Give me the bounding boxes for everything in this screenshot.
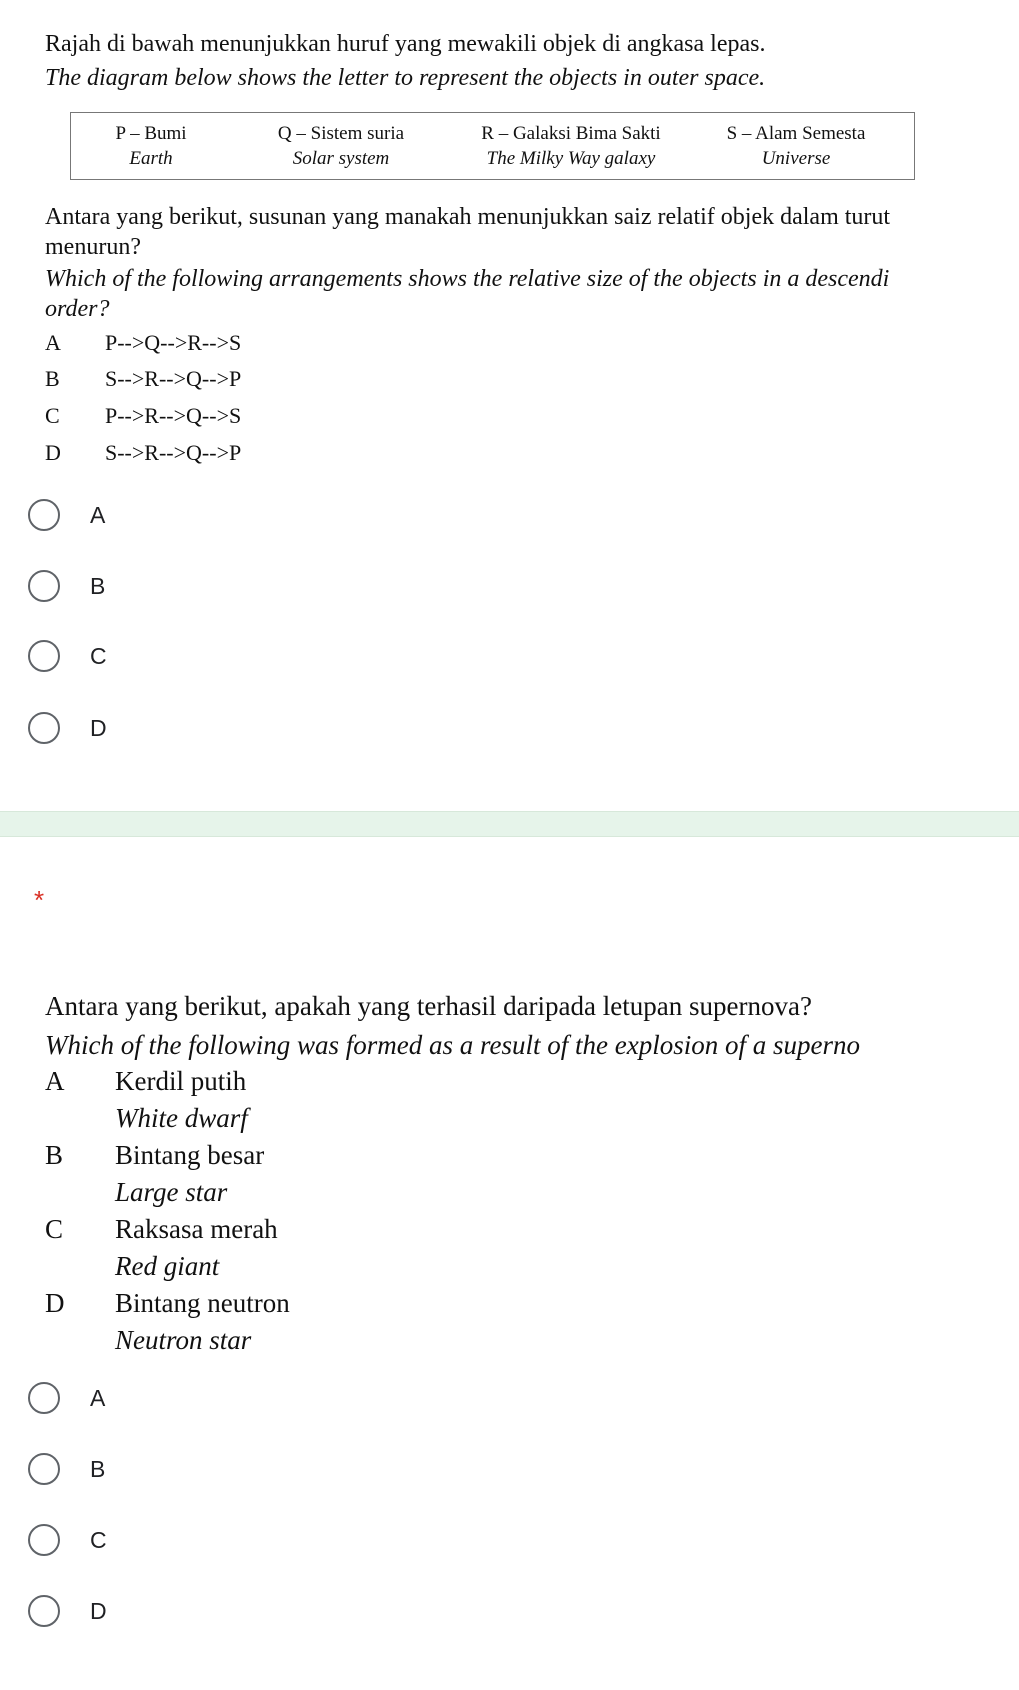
q1-option-a-text: P-->Q-->R-->S (105, 330, 242, 355)
q2-option-b-ms: Bintang besar (115, 1140, 265, 1170)
legend-item-p-ms: P – Bumi (115, 123, 187, 144)
q1-radio-d[interactable] (28, 708, 107, 748)
legend-item-q (241, 121, 441, 171)
legend-item-r-en: The Milky Way galaxy (486, 148, 656, 169)
q2-option-d-ms: Bintang neutron (115, 1288, 290, 1318)
q2-option-d (45, 1285, 290, 1359)
q2-option-d-en: Neutron star (115, 1325, 252, 1355)
q1-radio-a-label[interactable]: A (90, 501, 106, 528)
required-asterisk: * (34, 885, 45, 915)
radio-unchecked-icon[interactable] (28, 1595, 60, 1627)
legend-item-p-en: Earth (129, 148, 173, 169)
radio-unchecked-icon[interactable] (28, 1524, 60, 1556)
q1-option-d (45, 440, 241, 466)
q1-option-d-letter: D (45, 440, 61, 465)
q1-radio-c-label[interactable]: C (90, 642, 107, 669)
q1-option-c-text: P-->R-->Q-->S (105, 403, 242, 428)
radio-unchecked-icon[interactable] (28, 570, 60, 602)
q1-question-en-line2: order? (45, 296, 110, 322)
q1-option-c-letter: C (45, 403, 60, 428)
q2-radio-d-label[interactable]: D (90, 1597, 107, 1624)
q2-option-b (45, 1137, 264, 1211)
radio-unchecked-icon[interactable] (28, 1382, 60, 1414)
q2-option-b-en: Large star (115, 1177, 228, 1207)
q2-option-a-en: White dwarf (115, 1103, 248, 1133)
q1-intro-en: The diagram below shows the letter to represent the objects in outer space. (45, 65, 766, 91)
q2-option-a-letter: A (45, 1066, 65, 1096)
q1-option-c (45, 403, 241, 429)
q1-intro-ms: Rajah di bawah menunjukkan huruf yang mewakili objek di angkasa lepas. (45, 31, 766, 57)
q2-radio-b-label[interactable]: B (90, 1455, 106, 1482)
q1-radio-b-label[interactable]: B (90, 572, 106, 599)
q1-question-ms-line2: menurun? (45, 234, 141, 260)
legend-item-q-ms: Q – Sistem suria (277, 123, 405, 144)
legend-item-q-en: Solar system (292, 148, 390, 169)
q2-radio-c[interactable] (28, 1520, 107, 1560)
q2-option-c-letter: C (45, 1214, 64, 1244)
q1-option-b (45, 366, 241, 392)
q1-question-en-line1: Which of the following arrangements shows the relative size of the objects in a descendi (45, 266, 890, 292)
q2-radio-a-label[interactable]: A (90, 1384, 106, 1411)
q2-radio-c-label[interactable]: C (90, 1526, 107, 1553)
legend-item-s (696, 121, 896, 171)
q2-radio-b[interactable] (28, 1449, 105, 1489)
radio-unchecked-icon[interactable] (28, 499, 60, 531)
radio-unchecked-icon[interactable] (28, 640, 60, 672)
q1-radio-a[interactable] (28, 495, 105, 535)
q2-option-a-ms: Kerdil putih (115, 1066, 247, 1096)
radio-unchecked-icon[interactable] (28, 1453, 60, 1485)
q2-question-ms: Antara yang berikut, apakah yang terhasil daripada letupan supernova? (45, 991, 812, 1021)
q1-option-b-text: S-->R-->Q-->P (105, 366, 242, 391)
q2-option-d-letter: D (45, 1288, 65, 1318)
q1-question-ms-line1: Antara yang berikut, susunan yang manakah menunjukkan saiz relatif objek dalam turut (45, 204, 891, 230)
q1-option-b-letter: B (45, 366, 60, 391)
legend-item-s-en: Universe (761, 148, 831, 169)
q2-option-c (45, 1211, 278, 1285)
legend-item-p (81, 121, 221, 171)
legend-item-r (451, 121, 691, 171)
q2-option-b-letter: B (45, 1140, 64, 1170)
legend-item-r-ms: R – Galaksi Bima Sakti (481, 123, 661, 144)
q2-radio-d[interactable] (28, 1591, 107, 1631)
q2-radio-a[interactable] (28, 1378, 105, 1418)
q1-option-d-text: S-->R-->Q-->P (105, 440, 242, 465)
q2-option-c-ms: Raksasa merah (115, 1214, 278, 1244)
q1-option-a (45, 330, 241, 356)
q2-option-c-en: Red giant (115, 1251, 220, 1281)
q1-radio-c[interactable] (28, 636, 107, 676)
q2-question-en: Which of the following was formed as a result of the explosion of a superno (45, 1030, 860, 1060)
q1-legend-box (70, 112, 915, 180)
q1-radio-d-label[interactable]: D (90, 714, 107, 741)
q1-option-a-letter: A (45, 330, 61, 355)
q2-option-a (45, 1063, 248, 1137)
q1-radio-b[interactable] (28, 566, 105, 606)
section-divider (0, 811, 1019, 837)
legend-item-s-ms: S – Alam Semesta (726, 123, 866, 144)
radio-unchecked-icon[interactable] (28, 712, 60, 744)
